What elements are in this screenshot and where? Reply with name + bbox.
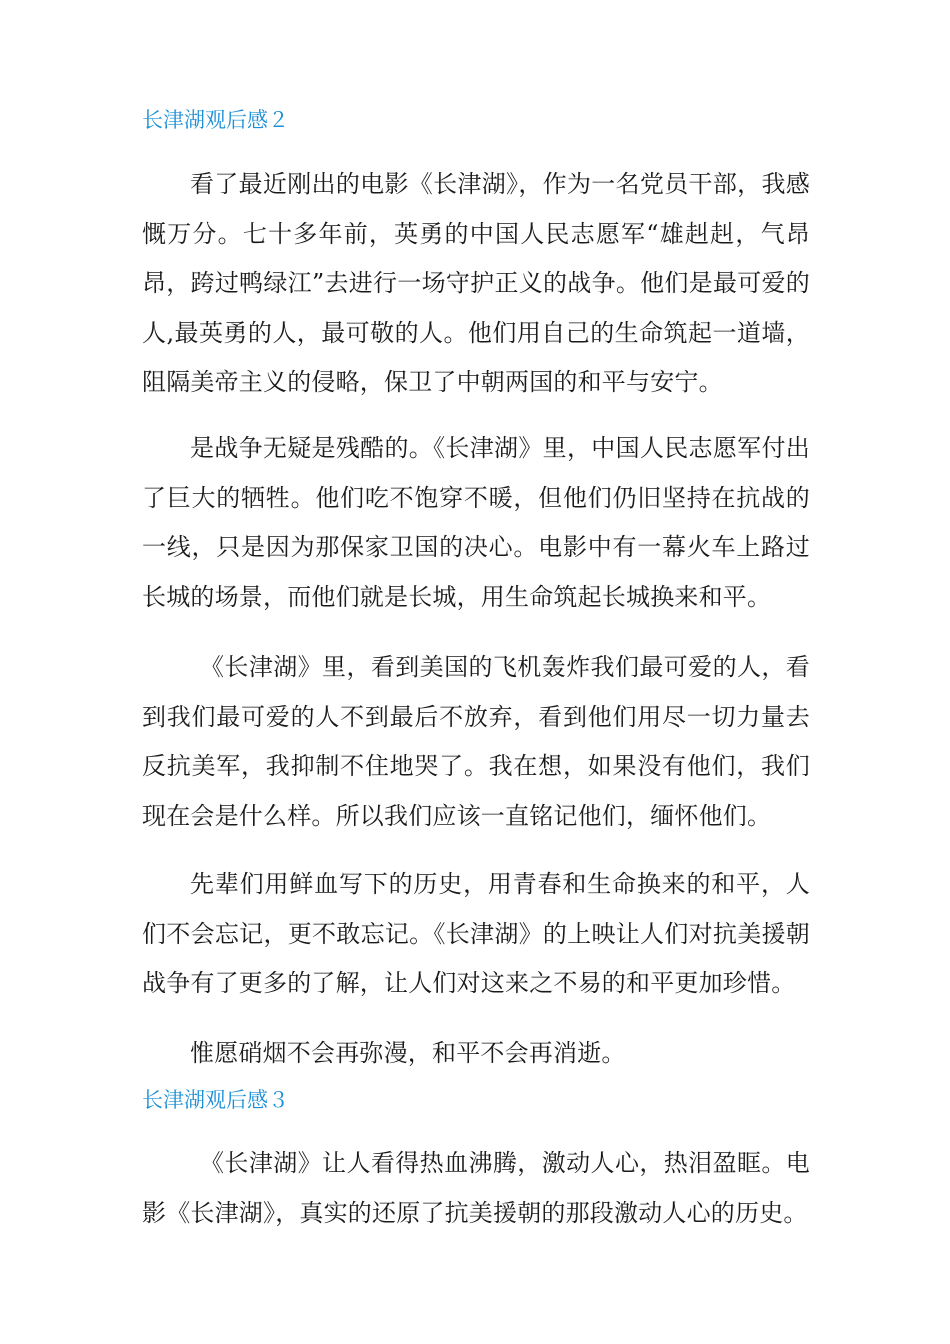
section-heading-3: 长津湖观后感３ [142,1088,289,1112]
paragraph-2-1: 看了最近刚出的电影《长津湖》，作为一名党员干部，我感慨万分。七十多年前，英勇的中国人民志愿军“雄赳赳，气昂昂，跨过鸭绿江”去进行一场守护正义的战争。他们是最可爱的人,最英勇的人，最可敬的人。他们用自己的生命筑起一道墙，阻隔美帝主义的侵略，保卫了中朝两国的和平与安宁。 [142,170,810,396]
section-heading-2: 长津湖观后感２ [142,108,289,132]
paragraph-2-4: 先辈们用鲜血写下的历史，用青春和生命换来的和平，人们不会忘记，更不敢忘记。《长津湖》的上映让人们对抗美援朝战争有了更多的了解，让人们对这来之不易的和平更加珍惜。 [142,870,810,997]
paragraph-3-1: 《长津湖》让人看得热血沸腾，激动人心，热泪盈眶。电影《长津湖》，真实的还原了抗美援朝的那段激动人心的历史。 [142,1149,810,1227]
paragraph-2-3: 《长津湖》里，看到美国的飞机轰炸我们最可爱的人，看到我们最可爱的人不到最后不放弃，看到他们用尽一切力量去反抗美军，我抑制不住地哭了。我在想，如果没有他们，我们现在会是什么样。所以我们应该一直铭记他们，缅怀他们。 [142,653,810,830]
paragraph-2-2: 是战争无疑是残酷的。《长津湖》里，中国人民志愿军付出了巨大的牺牲。他们吃不饱穿不暖，但他们仍旧坚持在抗战的一线，只是因为那保家卫国的决心。电影中有一幕火车上路过长城的场景，而他们就是长城，用生命筑起长城换来和平。 [142,434,810,611]
paragraph-2-5: 惟愿硝烟不会再弥漫，和平不会再消逝。 [190,1039,626,1067]
